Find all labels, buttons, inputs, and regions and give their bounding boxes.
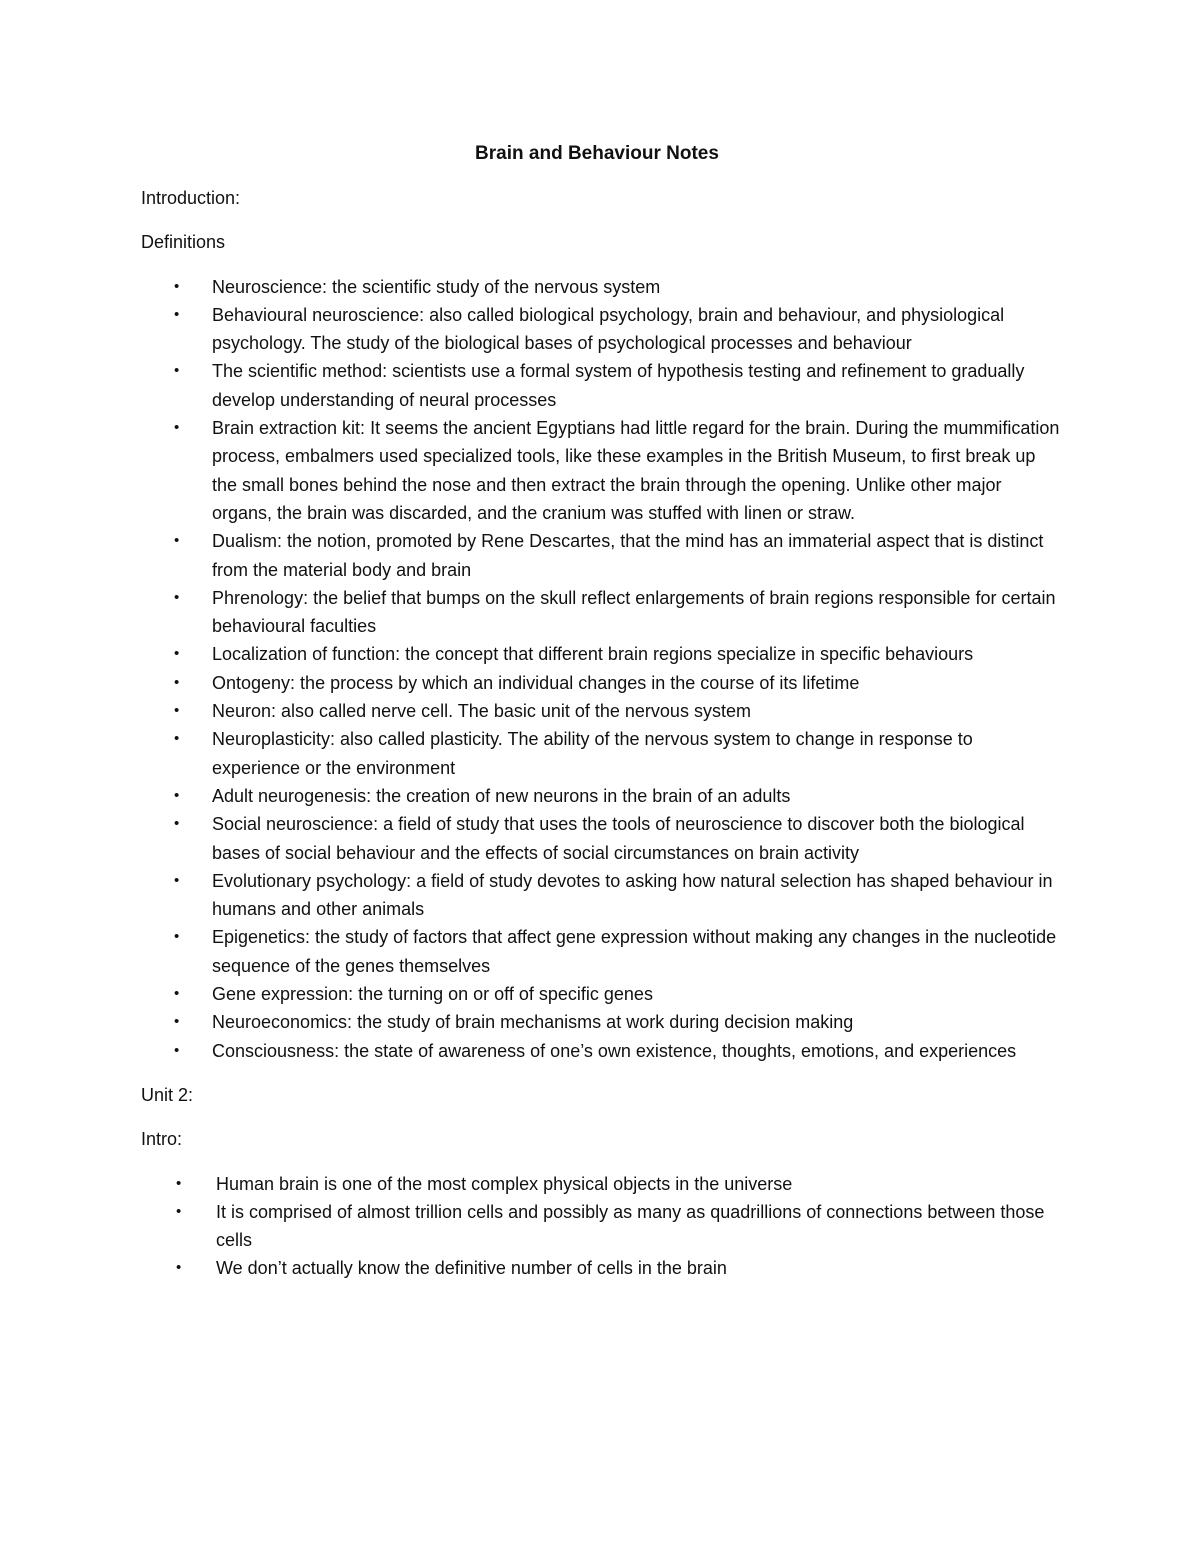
bullet-icon: • — [174, 985, 180, 1003]
bullet-icon: • — [174, 532, 180, 550]
definition-item-text: The scientific method: scientists use a formal system of hypothesis testing and refinement to gradually develop understanding of neural processes — [212, 361, 1025, 410]
bullet-icon: • — [176, 1202, 182, 1220]
definition-item — [141, 584, 1061, 641]
definition-item — [141, 867, 1061, 924]
bullet-icon: • — [176, 1174, 182, 1192]
definition-item — [141, 923, 1061, 980]
unit2-point-item — [141, 1170, 1061, 1198]
bullet-icon: • — [174, 277, 180, 295]
bullet-icon: • — [174, 673, 180, 691]
definition-item-text: Adult neurogenesis: the creation of new neurons in the brain of an adults — [212, 785, 791, 806]
bullet-icon: • — [174, 362, 180, 380]
definition-item — [141, 980, 1061, 1008]
bullet-icon: • — [174, 871, 180, 889]
definition-item-text: Behavioural neuroscience: also called biological psychology, brain and behaviour, and physiological psychology. The study of the biological bases of psychological processes and behaviour — [212, 304, 1005, 354]
unit2-point-item — [141, 1198, 1061, 1255]
definition-item-text: Consciousness: the state of awareness of one’s own existence, thoughts, emotions, and experiences — [212, 1040, 1017, 1061]
unit2-points-list — [141, 1170, 1061, 1283]
definition-item-text: Neuroeconomics: the study of brain mechanisms at work during decision making — [212, 1012, 854, 1033]
definition-item — [141, 640, 1061, 668]
definition-item — [141, 669, 1061, 697]
bullet-icon: • — [174, 702, 180, 720]
definition-item-text: Brain extraction kit: It seems the ancient Egyptians had little regard for the brain. During the mummification process, embalmers used specialized tools, like these examples in the British Museum, to first break up the small bones behind the nose and then extract the brain through the opening. Unlike other major organs, the brain was discarded, and the cranium was stuffed with linen or straw. — [212, 418, 1060, 523]
definition-item — [141, 725, 1061, 782]
bullet-icon: • — [174, 419, 180, 437]
bullet-icon: • — [176, 1259, 182, 1277]
unit2-point-item-text: We don’t actually know the definitive number of cells in the brain — [216, 1258, 727, 1279]
document-body — [141, 140, 1061, 1299]
definition-item-text: Localization of function: the concept that different brain regions specialize in specific behaviours — [212, 644, 974, 665]
definition-item-text: Phrenology: the belief that bumps on the skull reflect enlargements of brain regions responsible for certain behavioural faculties — [212, 587, 1056, 637]
definition-item — [141, 301, 1061, 358]
definition-item-text: Evolutionary psychology: a field of study devotes to asking how natural selection has shaped behaviour in humans and other animals — [212, 870, 1053, 920]
unit2-point-item-text: Human brain is one of the most complex physical objects in the universe — [216, 1173, 793, 1194]
definition-item-text: Gene expression: the turning on or off of specific genes — [212, 984, 653, 1005]
definition-item — [141, 273, 1061, 301]
bullet-icon: • — [174, 730, 180, 748]
definition-item — [141, 1037, 1061, 1065]
bullet-icon: • — [174, 928, 180, 946]
bullet-icon: • — [174, 645, 180, 663]
introduction-heading: Introduction: — [141, 188, 241, 208]
definition-item — [141, 357, 1061, 414]
bullet-icon: • — [174, 588, 180, 606]
definition-item — [141, 697, 1061, 725]
definition-item — [141, 1008, 1061, 1036]
definitions-heading: Definitions — [141, 232, 226, 253]
definition-item-text: Neuroscience: the scientific study of the nervous system — [212, 276, 661, 297]
definition-item-text: Neuron: also called nerve cell. The basic unit of the nervous system — [212, 701, 751, 722]
document-title: Brain and Behaviour Notes — [475, 143, 719, 164]
unit2-point-item — [141, 1254, 1061, 1282]
definition-item — [141, 414, 1061, 527]
unit2-heading: Unit 2: — [141, 1084, 194, 1105]
unit2-point-item-text: It is comprised of almost trillion cells and possibly as many as quadrillions of connections between those cells — [216, 1201, 1045, 1251]
definition-item — [141, 810, 1061, 867]
bullet-icon: • — [174, 1013, 180, 1031]
definition-item-text: Social neuroscience: a field of study that uses the tools of neuroscience to discover both the biological bases of social behaviour and the effects of social circumstances on brain activity — [212, 814, 1025, 863]
bullet-icon: • — [174, 305, 180, 323]
bullet-icon: • — [174, 786, 180, 804]
bullet-icon: • — [174, 815, 180, 833]
definitions-list — [141, 273, 1061, 1065]
definition-item-text: Epigenetics: the study of factors that affect gene expression without making any changes in the nucleotide sequence of the genes themselves — [212, 927, 1057, 976]
unit2-intro-heading: Intro: — [141, 1129, 183, 1150]
definition-item-text: Neuroplasticity: also called plasticity. The ability of the nervous system to change in response to experience or the environment — [212, 729, 973, 778]
bullet-icon: • — [174, 1041, 180, 1059]
definition-item-text: Dualism: the notion, promoted by Rene Descartes, that the mind has an immaterial aspect that is distinct from the material body and brain — [212, 531, 1044, 580]
definition-item — [141, 527, 1061, 584]
definition-item-text: Ontogeny: the process by which an individual changes in the course of its lifetime — [212, 672, 860, 693]
definition-item — [141, 782, 1061, 810]
